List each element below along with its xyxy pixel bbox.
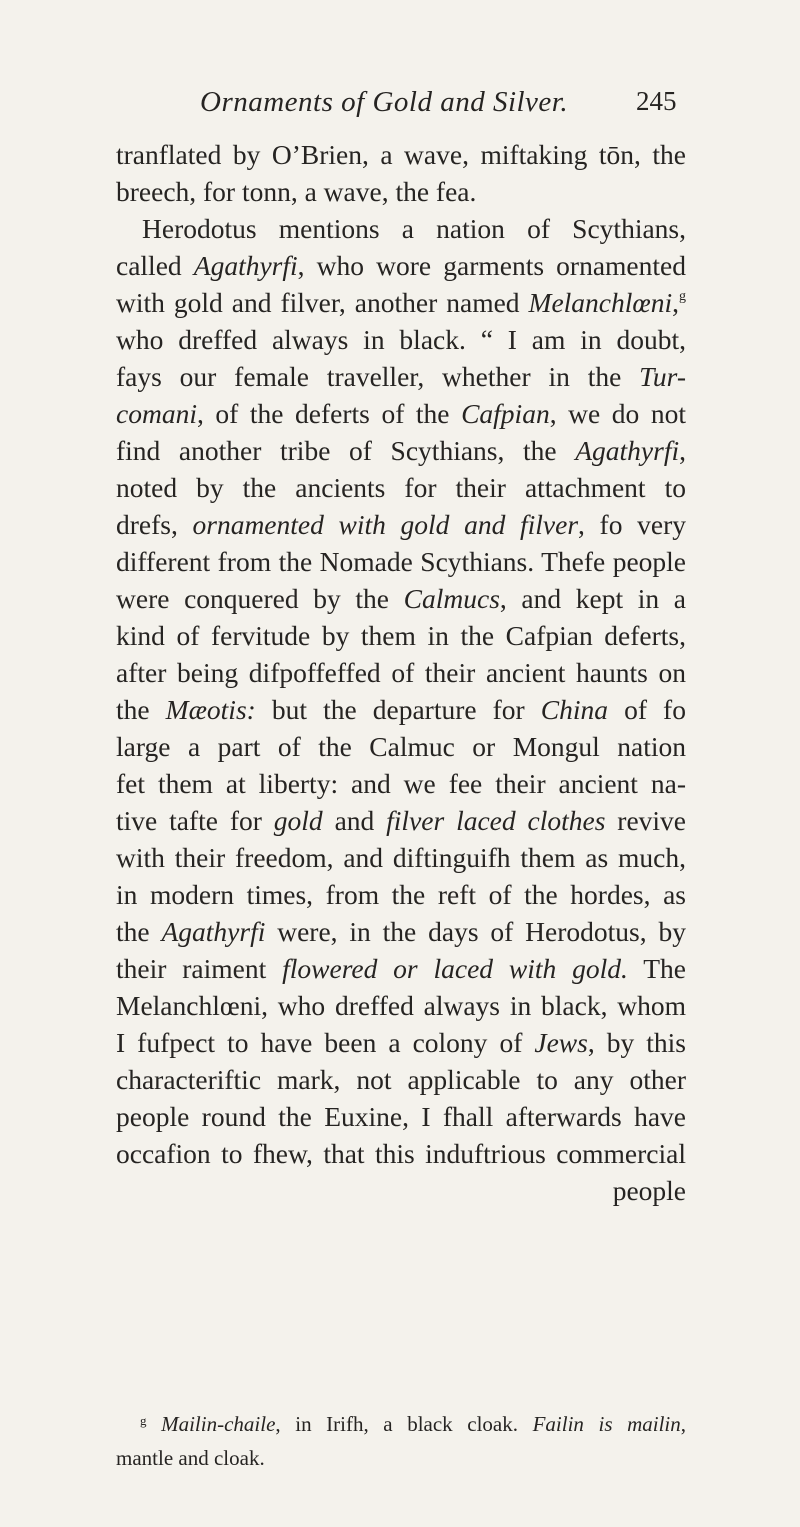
body-line: characteriftic mark, not applicable to any other <box>116 1064 686 1095</box>
italic-text: Agathyrfi <box>193 250 298 281</box>
italic-text: ornamented with gold and filver <box>192 509 579 540</box>
body-line: people round the Euxine, I fhall afterwards have <box>116 1101 686 1132</box>
running-head <box>0 86 800 126</box>
body-line: comani, of the deferts of the Cafpian, we do not <box>116 398 686 429</box>
body-line: who dreffed always in black. “ I am in doubt, <box>116 324 686 355</box>
body-line: different from the Nomade Scythians. Thefe people <box>116 546 686 577</box>
body-line: kind of fervitude by them in the Cafpian deferts, <box>116 620 686 651</box>
body-line: after being difpoffeffed of their ancient haunts on <box>116 657 686 688</box>
italic-text: flowered or laced with gold. <box>282 953 628 984</box>
body-line: find another tribe of Scythians, the Agathyrfi, <box>116 435 686 466</box>
footnote-marker: g <box>140 1413 147 1428</box>
body-line: fays our female traveller, whether in the Tur- <box>116 361 686 392</box>
italic-text: filver laced clothes <box>386 805 606 836</box>
body-line: the Mæotis: but the departure for China of fo <box>116 694 686 725</box>
italic-text: Jews <box>534 1027 588 1058</box>
body-line: the Agathyrfi were, in the days of Herodotus, by <box>116 916 686 947</box>
body-line: people <box>612 1175 686 1206</box>
italic-text: Melanchlœni <box>528 287 673 318</box>
italic-text: Mæotis: <box>165 694 256 725</box>
italic-text: Calmucs <box>403 583 500 614</box>
italic-text: Cafpian <box>461 398 550 429</box>
footnote-line: $^g$ Mailin-chaile, in Irifh, a black cloak. Failin is mailin, <box>140 1412 687 1436</box>
footnote-reference: g <box>679 289 686 304</box>
running-title: Ornaments of Gold and Silver. <box>200 86 569 118</box>
italic-text: gold <box>273 805 323 836</box>
body-line: with their freedom, and diftinguifh them as much, <box>116 842 686 873</box>
body-line: were conquered by the Calmucs, and kept in a <box>116 583 686 614</box>
body-line: called Agathyrfi, who wore garments ornamented <box>116 250 686 281</box>
body-line: noted by the ancients for their attachment to <box>116 472 686 503</box>
body-line: tranflated by O’Brien, a wave, miftaking tōn, the <box>116 139 686 170</box>
body-line: their raiment flowered or laced with gold. The <box>116 953 687 984</box>
body-line: I fufpect to have been a colony of Jews, by this <box>116 1027 686 1058</box>
body-line: tive tafte for gold and filver laced clothes revive <box>116 805 686 836</box>
italic-text: Failin is mailin <box>532 1412 681 1436</box>
body-line: occafion to fhew, that this induftrious commercial <box>116 1138 686 1169</box>
italic-text: China <box>540 694 609 725</box>
body-line: Herodotus mentions a nation of Scythians, <box>142 213 686 244</box>
body-line: large a part of the Calmuc or Mongul nation <box>116 731 686 762</box>
body-line: with gold and filver, another named Melanchlœni,$^g$ <box>116 287 686 318</box>
italic-text: Tur- <box>639 361 686 392</box>
page-number: 245 <box>636 86 677 116</box>
footnote-line: mantle and cloak. <box>116 1446 265 1470</box>
body-line: in modern times, from the reft of the hordes, as <box>116 879 686 910</box>
italic-text: Agathyrfi <box>575 435 680 466</box>
body-line: breech, for tonn, a wave, the fea. <box>116 176 477 207</box>
italic-text: comani <box>116 398 197 429</box>
body-line: Melanchlœni, who dreffed always in black, whom <box>116 990 686 1021</box>
body-line: fet them at liberty: and we fee their ancient na- <box>116 768 686 799</box>
italic-text: Agathyrfi <box>161 916 266 947</box>
italic-text: Mailin-chaile <box>161 1412 276 1436</box>
body-line: drefs, ornamented with gold and filver, fo very <box>116 509 686 540</box>
